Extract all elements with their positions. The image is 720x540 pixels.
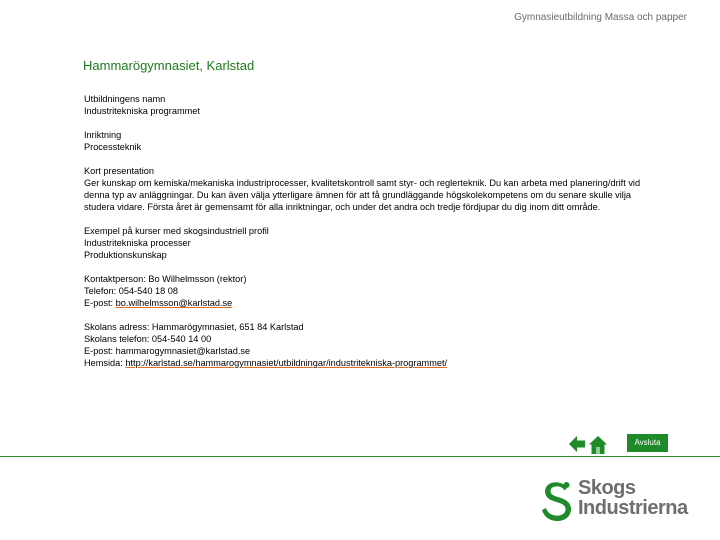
contact-block <box>84 273 644 309</box>
skogsindustrierna-logo <box>540 475 700 525</box>
school-phone: Skolans telefon: 054-540 14 00 <box>84 334 212 344</box>
presentation-block <box>84 165 644 213</box>
school-block <box>84 321 644 369</box>
orientation-label: Inriktning <box>84 130 122 140</box>
presentation-text: Ger kunskap om kemiska/mekaniska industriprocesser, kvalitetskontroll samt styr- och reglerteknik. Du kan arbeta med planering/drift vid denna typ av anläggningar. Du kan även välja ytterligare ämnen för att få grundläggande högskolekompetens om du senare skulle vilja studera vidare. Första året är gemensamt för alla inriktningar, och under det andra och tredje fördjupar du dig inom ditt område. <box>84 178 641 212</box>
school-email: E-post: hammarogymnasiet@karlstad.se <box>84 346 251 356</box>
orientation-value: Processteknik <box>84 142 142 152</box>
footer-divider <box>0 456 720 457</box>
contact-email-link[interactable]: bo.wilhelmsson@karlstad.se <box>115 298 233 308</box>
home-icon <box>588 435 608 455</box>
school-homepage-row <box>84 357 644 369</box>
logo-text-line2: Industrierna <box>578 497 688 519</box>
page-title: Hammarögymnasiet, Karlstad <box>83 58 255 73</box>
school-address: Skolans adress: Hammarögymnasiet, 651 84 Karlstad <box>84 322 304 332</box>
arrow-left-icon <box>568 435 586 453</box>
contact-email-label: E-post: <box>84 298 114 308</box>
back-button[interactable] <box>568 435 586 453</box>
exit-button[interactable]: Avsluta <box>627 434 668 452</box>
contact-person: Kontaktperson: Bo Wilhelmsson (rektor) <box>84 274 247 284</box>
orientation-block <box>84 129 644 153</box>
program-block <box>84 93 644 117</box>
logo-text <box>578 478 688 518</box>
header-text: Gymnasieutbildning Massa och papper <box>514 12 687 23</box>
program-label: Utbildningens namn <box>84 94 166 104</box>
contact-email-row <box>84 297 644 309</box>
contact-phone: Telefon: 054-540 18 08 <box>84 286 178 296</box>
content <box>84 93 644 381</box>
homepage-label: Hemsida: <box>84 358 123 368</box>
homepage-link[interactable]: http://karlstad.se/hammarogymnasiet/utbildningar/industritekniska-programmet/ <box>125 358 448 368</box>
logo-s-icon <box>540 479 574 523</box>
home-button[interactable] <box>588 435 608 455</box>
course-item: Produktionskunskap <box>84 250 167 260</box>
logo-text-line1: Skogs <box>578 477 636 499</box>
program-value: Industritekniska programmet <box>84 106 200 116</box>
courses-block <box>84 225 644 261</box>
courses-label: Exempel på kurser med skogsindustriell profil <box>84 226 269 236</box>
course-item: Industritekniska processer <box>84 238 191 248</box>
presentation-label: Kort presentation <box>84 166 154 176</box>
